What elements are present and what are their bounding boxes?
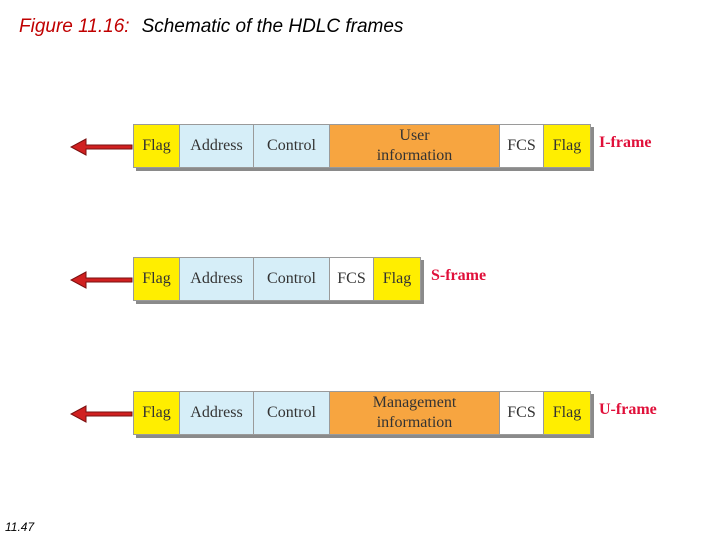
fcs-cell: FCS	[330, 258, 374, 300]
info-line-1: User	[399, 127, 430, 144]
s-frame-label: S-frame	[431, 267, 487, 284]
control-cell: Control	[254, 125, 330, 167]
left-arrow-icon	[70, 270, 134, 290]
flag-cell: Flag	[544, 392, 590, 434]
u-frame-row	[70, 391, 670, 435]
flag-cell: Flag	[134, 125, 180, 167]
i-frame-label: I-frame	[599, 134, 652, 151]
u-frame-label: U-frame	[599, 401, 657, 418]
info-line-2: information	[376, 414, 453, 431]
i-frame-box	[133, 124, 591, 168]
s-frame-box	[133, 257, 421, 301]
fcs-cell: FCS	[500, 392, 544, 434]
info-line-2: information	[376, 147, 453, 164]
left-arrow-icon	[70, 137, 134, 157]
user-information-cell	[330, 125, 500, 167]
control-cell: Control	[254, 258, 330, 300]
management-information-cell	[330, 392, 500, 434]
flag-cell: Flag	[134, 392, 180, 434]
address-cell: Address	[180, 125, 254, 167]
page-number: 11.47	[5, 520, 35, 534]
info-line-1: Management	[372, 394, 457, 411]
address-cell: Address	[180, 392, 254, 434]
figure-title	[19, 16, 403, 38]
flag-cell: Flag	[544, 125, 590, 167]
control-cell: Control	[254, 392, 330, 434]
address-cell: Address	[180, 258, 254, 300]
figure-caption: Schematic of the HDLC frames	[141, 16, 404, 37]
flag-cell: Flag	[134, 258, 180, 300]
fcs-cell: FCS	[500, 125, 544, 167]
flag-cell: Flag	[374, 258, 420, 300]
s-frame-row	[70, 257, 510, 301]
figure-number: Figure 11.16:	[19, 16, 130, 37]
left-arrow-icon	[70, 404, 134, 424]
u-frame-box	[133, 391, 591, 435]
i-frame-row	[70, 124, 670, 168]
